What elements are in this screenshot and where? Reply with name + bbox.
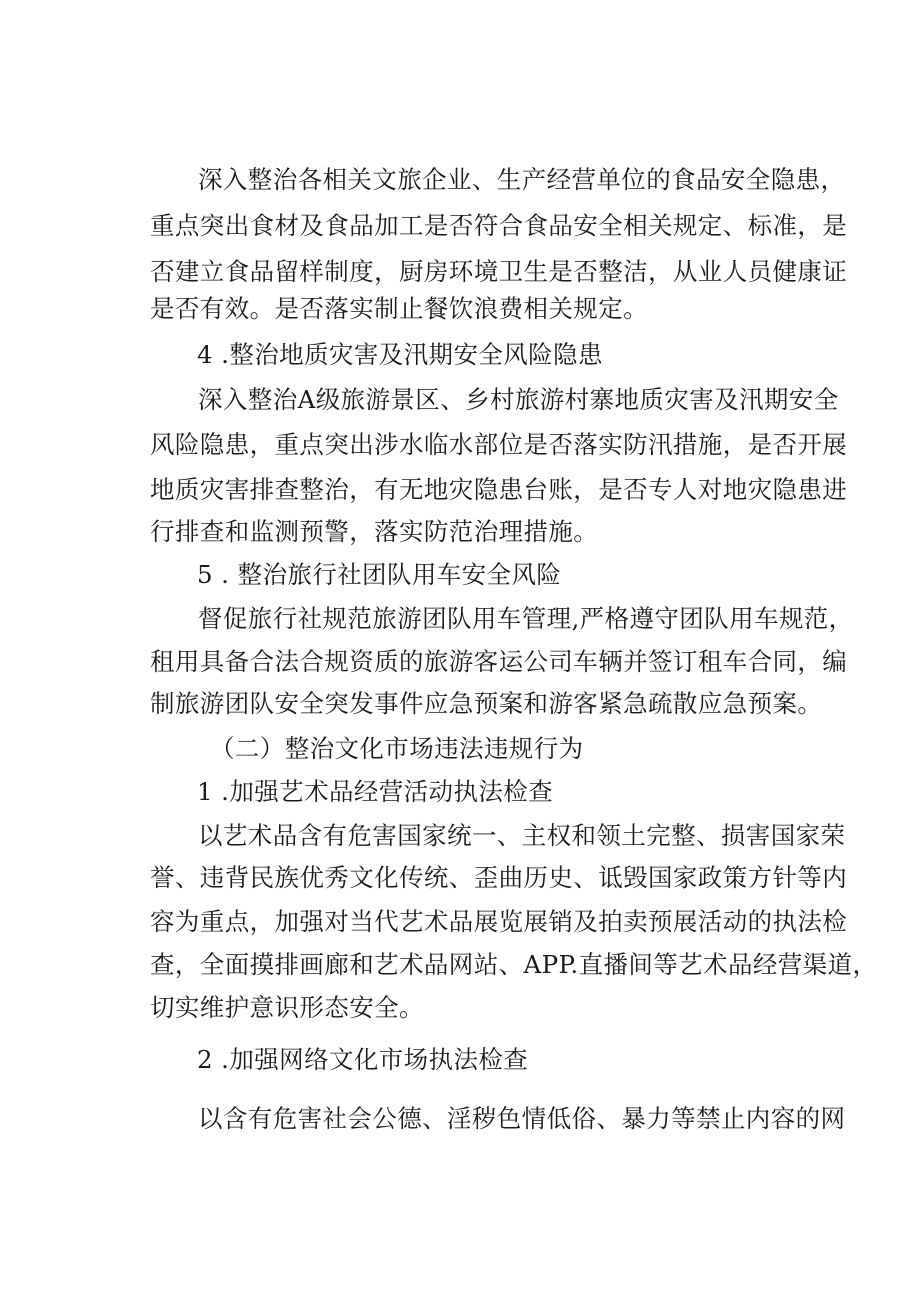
- paragraph-line: 制旅游团队安全突发事件应急预案和游客紧急疏散应急预案。: [150, 689, 823, 718]
- subsection-heading: 1 .加强艺术品经营活动执法检查: [197, 777, 554, 806]
- subsection-heading: 2 .加强网络文化市场执法检查: [197, 1045, 529, 1074]
- section-heading: （二）整治文化市场违法违规行为: [210, 734, 584, 763]
- paragraph-line: 是否有效。是否落实制止餐饮浪费相关规定。: [150, 294, 648, 323]
- paragraph-line: 地质灾害排查整治，有无地灾隐患台账，是否专人对地灾隐患进: [150, 475, 848, 504]
- paragraph-line: 深入整治A级旅游景区、乡村旅游村寨地质灾害及汛期安全: [198, 385, 839, 414]
- paragraph-line: 容为重点，加强对当代艺术品展览展销及拍卖预展活动的执法检: [150, 907, 848, 936]
- paragraph-line: 督促旅行社规范旅游团队用车管理,严格遵守团队用车规范，: [198, 604, 854, 633]
- paragraph-line: 深入整治各相关文旅企业、生产经营单位的食品安全隐患，: [198, 165, 846, 194]
- subsection-heading: 5 . 整治旅行社团队用车安全风险: [197, 560, 562, 589]
- paragraph-line: 誉、违背民族优秀文化传统、歪曲历史、诋毁国家政策方针等内: [150, 863, 848, 892]
- paragraph-line: 以艺术品含有危害国家统一、主权和领土完整、损害国家荣: [198, 821, 846, 850]
- subsection-heading: 4 .整治地质灾害及汛期安全风险隐患: [197, 340, 603, 369]
- paragraph-line: 切实维护意识形态安全。: [150, 993, 424, 1022]
- paragraph-line: 查，全面摸排画廊和艺术品网站、APP.直播间等艺术品经营渠道，: [150, 950, 878, 979]
- paragraph-line: 重点突出食材及食品加工是否符合食品安全相关规定、标准，是: [150, 211, 848, 240]
- paragraph-line: 否建立食品留样制度，厨房环境卫生是否整洁，从业人员健康证: [150, 257, 848, 286]
- paragraph-line: 以含有危害社会公德、淫秽色情低俗、暴力等禁止内容的网: [198, 1104, 846, 1133]
- paragraph-line: 行排查和监测预警，落实防范治理措施。: [150, 517, 599, 546]
- paragraph-line: 租用具备合法合规资质的旅游客运公司车辆并签订租车合同，编: [150, 647, 848, 676]
- paragraph-line: 风险隐患，重点突出涉水临水部位是否落实防汛措施，是否开展: [150, 430, 848, 459]
